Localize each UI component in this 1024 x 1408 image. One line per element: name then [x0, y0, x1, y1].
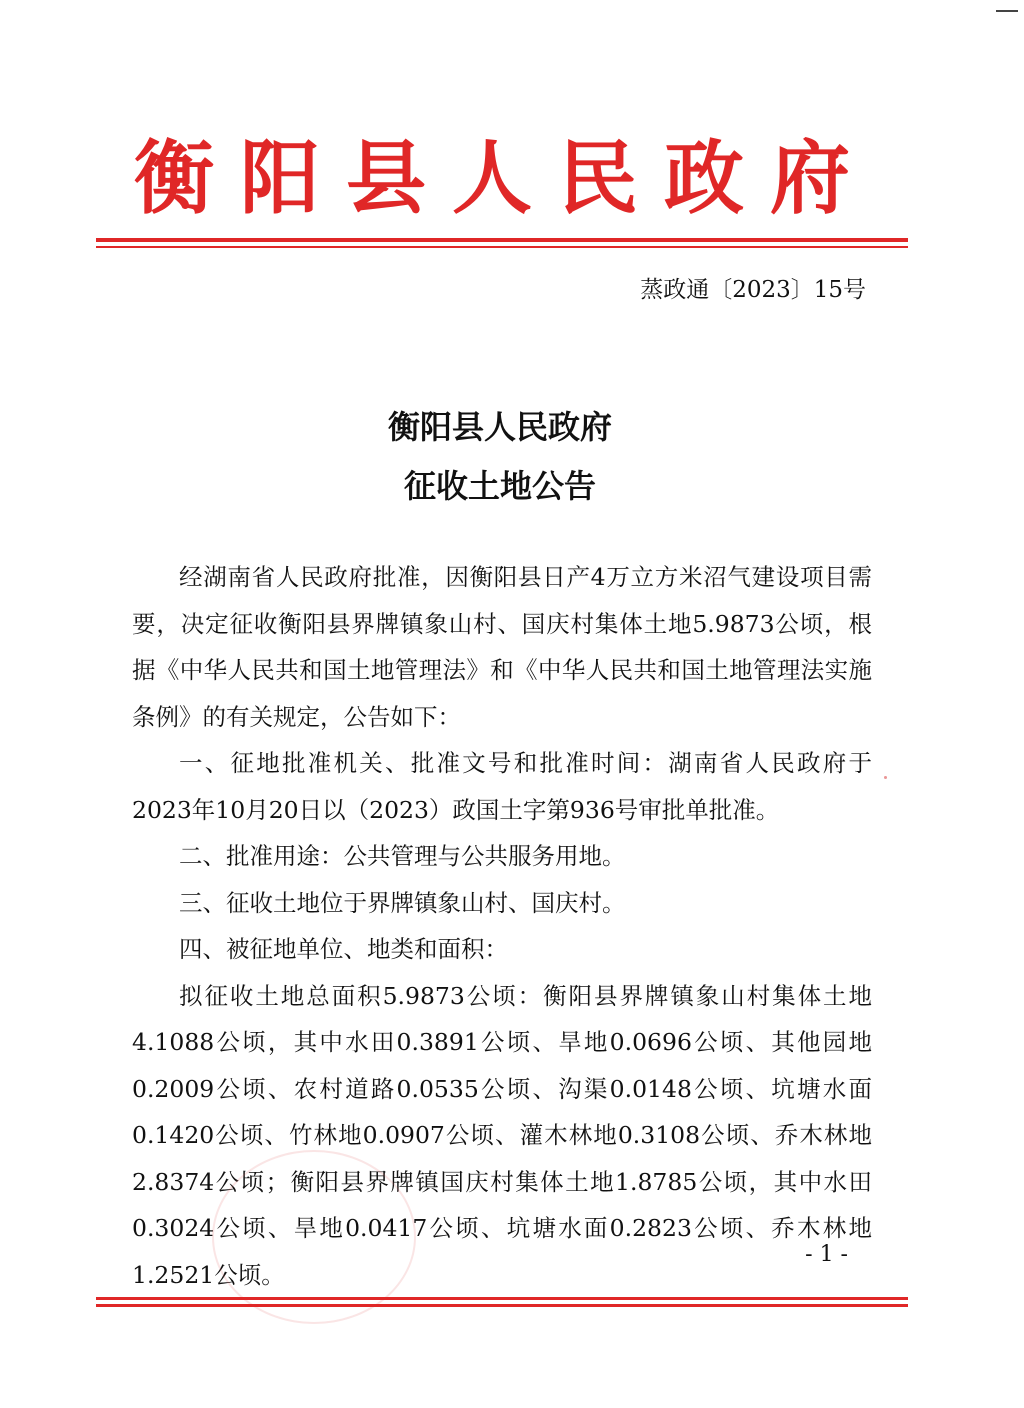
ink-dot: [884, 776, 887, 779]
header-rule-thick: [96, 238, 908, 242]
paragraph-intro: 经湖南省人民政府批准，因衡阳县日产4万立方米沼气建设项目需要，决定征收衡阳县界牌镇象山村、国庆村集体土地5.9873公顷，根据《中华人民共和国土地管理法》和《中华人民共和国土地管理法实施条例》的有关规定，公告如下：: [132, 563, 872, 731]
footer-rule-thick: [96, 1297, 908, 1300]
paragraph-units-heading: 四、被征地单位、地类和面积：: [179, 935, 508, 963]
footer-rule-thin: [96, 1304, 908, 1307]
header-rule-thin: [96, 246, 908, 248]
paragraph-area-details: 拟征收土地总面积5.9873公顷：衡阳县界牌镇象山村集体土地4.1088公顷，其中水田0.3891公顷、旱地0.0696公顷、其他园地0.2009公顷、农村道路0.0535公顷、沟渠0.0148公顷、坑塘水面0.1420公顷、竹林地0.0907公顷、灌木林地0.3108公顷、乔木林地2.8374公顷；衡阳县界牌镇国庆村集体土地1.8785公顷，其中水田0.3024公顷、旱地0.0417公顷、坑塘水面0.2823公顷、乔木林地1.2521公顷。: [132, 981, 872, 1289]
paragraph-approval: 一、征地批准机关、批准文号和批准时间：湖南省人民政府于2023年10月20日以（2023）政国土字第936号审批单批准。: [132, 749, 872, 824]
document-title-line1: 衡阳县人民政府: [387, 408, 612, 446]
document-body: [132, 554, 872, 1298]
corner-mark: [996, 10, 1018, 12]
document-title-line2: 征收土地公告: [403, 467, 596, 505]
document-number: 蒸政通〔2023〕15号: [640, 277, 866, 303]
paragraph-location: 三、征收土地位于界牌镇象山村、国庆村。: [179, 888, 626, 917]
paragraph-usage: 二、批准用途：公共管理与公共服务用地。: [179, 842, 626, 870]
masthead-title: 衡阳县人民政府: [134, 131, 876, 225]
page-number: - 1 -: [805, 1242, 848, 1267]
